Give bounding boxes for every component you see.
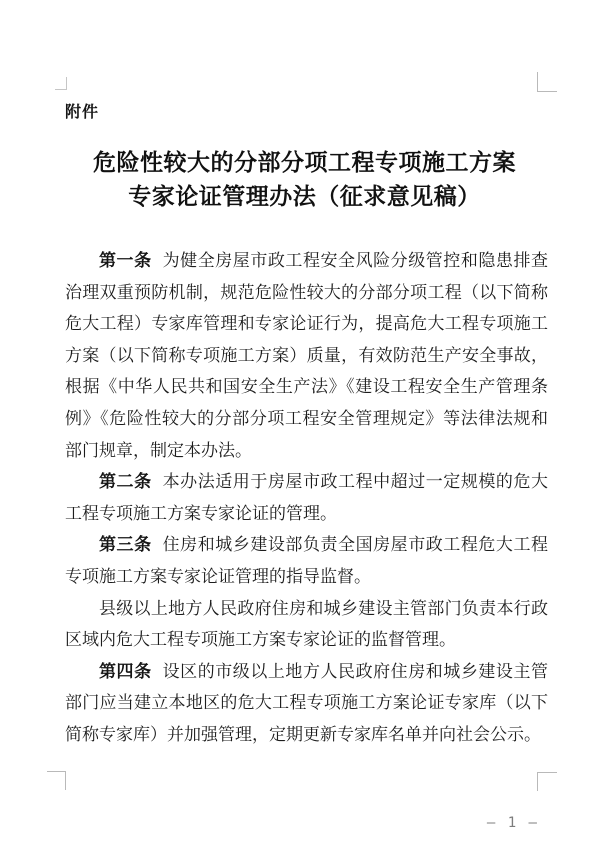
paragraph — [65, 594, 548, 657]
article-text: 本办法适用于房屋市政工程中超过一定规模的危大工程专项施工方案专家论证的管理。 — [65, 472, 548, 524]
paragraph — [65, 530, 548, 593]
article-number: 第一条 — [99, 251, 152, 271]
crop-mark-bottom-left-icon — [47, 771, 66, 790]
crop-mark-bottom-right-icon — [537, 772, 557, 791]
crop-mark-top-left-icon — [55, 77, 67, 90]
paragraph — [65, 657, 548, 752]
document-body — [65, 246, 548, 752]
page-number: — 1 — — [486, 815, 539, 831]
article-text: 县级以上地方人民政府住房和城乡建设主管部门负责本行政区域内危大工程专项施工方案专家论证的监督管理。 — [65, 598, 548, 651]
article-text: 设区的市级以上地方人民政府住房和城乡建设主管部门应当建立本地区的危大工程专项施工方案论证专家库（以下简称专家库）并加强管理，定期更新专家库名单并向社会公示。 — [65, 661, 548, 745]
document-title-line2: 专家论证管理办法（征求意见稿） — [128, 182, 481, 210]
crop-mark-top-right-icon — [537, 72, 557, 92]
article-number: 第三条 — [99, 535, 152, 556]
paragraph — [65, 246, 548, 467]
attachment-label: 附件 — [65, 102, 100, 121]
article-number: 第四条 — [99, 661, 152, 682]
article-text: 为健全房屋市政工程安全风险分级管控和隐患排查治理双重预防机制，规范危险性较大的分部分项工程（以下简称危大工程）专家库管理和专家论证行为，提高危大工程专项施工方案（以下简称专项施工方案）质量，有效防范生产安全事故，根据《中华人民共和国安全生产法》《建设工程安全生产管理条例》《危险性较大的分部分项工程安全管理规定》等法律法规和部门规章，制定本办法。 — [65, 251, 548, 461]
document-title — [0, 146, 609, 213]
paragraph — [65, 467, 548, 530]
article-text: 住房和城乡建设部负责全国房屋市政工程危大工程专项施工方案专家论证管理的指导监督。 — [65, 535, 548, 587]
document-title-line1: 危险性较大的分部分项工程专项施工方案 — [93, 149, 516, 176]
article-number: 第二条 — [99, 472, 152, 493]
